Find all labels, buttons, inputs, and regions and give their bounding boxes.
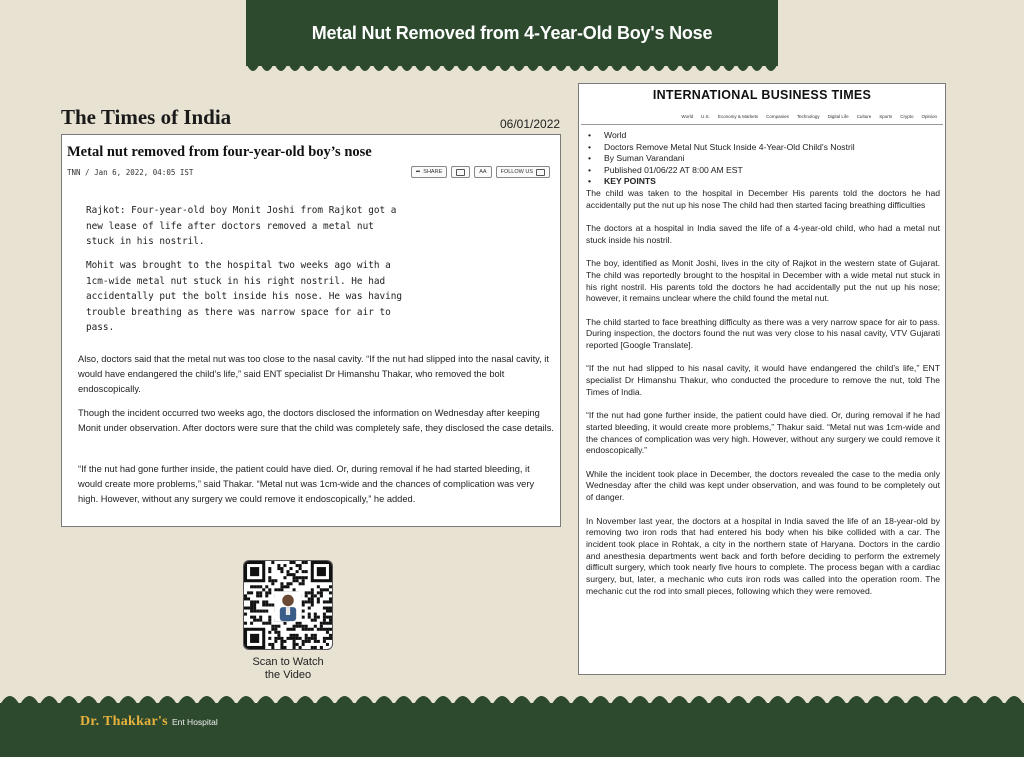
- ibt-nav-item[interactable]: Companies: [766, 114, 789, 119]
- qr-caption-line: Scan to Watch: [252, 656, 324, 668]
- share-icon: ➦: [415, 169, 421, 175]
- ibt-nav-item[interactable]: U.S.: [701, 114, 710, 119]
- ibt-paragraph: While the incident took place in December, the doctors revealed the case to the media only Wednesday after the child was kept under observation, and was found to be completely out of danger.: [586, 468, 940, 503]
- ibt-body: [586, 188, 940, 609]
- ibt-nav-item[interactable]: Economy & Markets: [717, 114, 759, 119]
- ibt-nav-item[interactable]: Culture: [856, 114, 872, 119]
- ibt-paragraph: “If the nut had slipped to his nasal cavity, it would have endangered the child’s life,” ENT specialist Dr Himanshu Thakur, who conducted the procedure to remove the nut, told The Times of India.: [586, 363, 940, 397]
- ibt-author: • By Suman Varandani: [588, 153, 938, 165]
- ibt-paragraph: In November last year, the doctors at a hospital in India saved the life of an 18-year-old by removing two iron rods that had entered his body when his bike collided with a car. The incident took place in Rohtak, a city in the northern state of Haryana. Doctors in the cardio and anesthesia departments went back and forth before deciding to perform the extremely difficult surgery, which took nearly five hours to complete. The process began with a cardiac surgery, but, later, a mechanic who cuts iron rods was called into the operation room. The mechanic cut the rod into small pieces, following which they were removed.: [586, 515, 940, 596]
- qr-caption-line: the Video: [264, 669, 312, 681]
- toi-paragraph: Also, doctors said that the metal nut was too close to the nasal cavity. “If the nut had slipped into the nasal cavity, it would have endangered the child’s life,” said ENT specialist Dr Himanshu Thakar, who removed the bolt endoscopically.: [78, 354, 549, 394]
- ibt-nav-item[interactable]: Technology: [796, 114, 820, 119]
- ibt-nav-item[interactable]: Sports: [879, 114, 893, 119]
- ibt-divider: [581, 124, 943, 125]
- toi-headline: Metal nut removed from four-year-old boy’s nose: [67, 144, 372, 160]
- ibt-paragraph: The child started to face breathing difficulty as there was a very narrow space for air to pass. During inspection, the doctors found the nut was very close to his nasal cavity, VTV Gujarati reported [Google Translate].: [586, 316, 940, 351]
- toi-byline: TNN / Jan 6, 2022, 04:05 IST: [67, 168, 194, 177]
- ibt-published: • Published 01/06/22 AT 8:00 AM EST: [588, 165, 938, 177]
- ibt-nav-item[interactable]: Crypto: [900, 114, 914, 119]
- ibt-nav-item[interactable]: World: [681, 114, 694, 119]
- ibt-meta-list: [588, 130, 938, 188]
- page-title: Metal Nut Removed from 4-Year-Old Boy's Nose: [311, 22, 713, 43]
- font-size-label: AA: [479, 169, 487, 175]
- toi-mono-paragraph: Rajkot: Four-year-old boy Monit Joshi from Rajkot got a new lease of life after doctors removed a metal nut stuck in his nostril.: [86, 205, 397, 247]
- ibt-nav-item[interactable]: Digital Life: [827, 114, 849, 119]
- ibt-logo: INTERNATIONAL BUSINESS TIMES: [652, 88, 872, 102]
- hospital-brand: Dr. Thakkar's: [80, 714, 168, 729]
- ibt-paragraph: The child was taken to the hospital in December His parents told the doctors he had accidentally put the nut up his nose The child had then started facing breathing difficulties: [586, 188, 940, 210]
- ibt-key-points: • KEY POINTS: [588, 176, 938, 188]
- follow-icon: [536, 169, 545, 176]
- hospital-subtitle: Ent Hospital: [171, 717, 218, 727]
- qr-code-graphic: [244, 561, 332, 649]
- title-banner: [246, 0, 778, 66]
- toi-date: 06/01/2022: [500, 117, 561, 131]
- ibt-article-card: [578, 83, 946, 675]
- toi-action-bar: [411, 166, 550, 178]
- toi-paragraph: “If the nut had gone further inside, the patient could have died. Or, during removal if he had started bleeding, it would create more problems,” said Thakar. “Metal nut was 1cm-wide and the chances of complication was very high. However, without any surgery we could remove it endoscopically,” he added.: [78, 464, 535, 504]
- follow-us-label: FOLLOW US: [500, 169, 533, 175]
- ibt-paragraph: The boy, identified as Monit Joshi, lives in the city of Rajkot in the western state of Gujarat. The child was reportedly brought to the hospital in December with a wide metal nut stuck in his right nostril. His parents told the doctors he had accidentally put the nut up his nose; however, it remains unclear where the child found the metal nut.: [586, 258, 940, 304]
- qr-code[interactable]: [243, 560, 333, 650]
- ibt-category: • World: [588, 130, 938, 142]
- toi-paragraph: Though the incident occurred two weeks ago, the doctors disclosed the information on Wednesday after keeping Monit under observation. After doctors were sure that the child was completely safe, they disclosed the case details.: [78, 408, 554, 433]
- follow-us-button[interactable]: [496, 166, 550, 178]
- ibt-nav-item[interactable]: Opinion: [921, 114, 937, 119]
- print-button[interactable]: [451, 166, 470, 178]
- toi-article-card: [61, 134, 561, 527]
- footer-band: [0, 703, 1024, 757]
- ibt-paragraph: The doctors at a hospital in India saved the life of a 4-year-old child, who had a metal nut stuck inside his nostril.: [586, 223, 940, 245]
- font-size-button[interactable]: [474, 166, 491, 178]
- qr-caption: [230, 656, 346, 682]
- toi-brand: The Times of India: [61, 105, 232, 129]
- share-label: SHARE: [423, 169, 443, 175]
- ibt-paragraph: “If the nut had gone further inside, the patient could have died. Or, during removal if he had started bleeding, it would create more problems,” Thakur said. “Metal nut was 1cm-wide and the chances of complication was very high. However, without any surgery we could remove it endoscopically.”: [586, 410, 940, 456]
- ibt-nav: [681, 114, 937, 119]
- toi-mono-paragraph: Mohit was brought to the hospital two weeks ago with a 1cm-wide metal nut stuck in his right nostril. He had accidentally put the bolt inside his nose. He was having trouble breathing as there was narrow space for air to pass.: [86, 260, 403, 333]
- share-button[interactable]: [411, 166, 448, 178]
- ibt-headline: • Doctors Remove Metal Nut Stuck Inside 4-Year-Old Child's Nostril: [588, 142, 938, 154]
- hospital-logo: [80, 714, 218, 730]
- banner-wave-edge: [246, 63, 778, 71]
- print-icon: [456, 169, 465, 176]
